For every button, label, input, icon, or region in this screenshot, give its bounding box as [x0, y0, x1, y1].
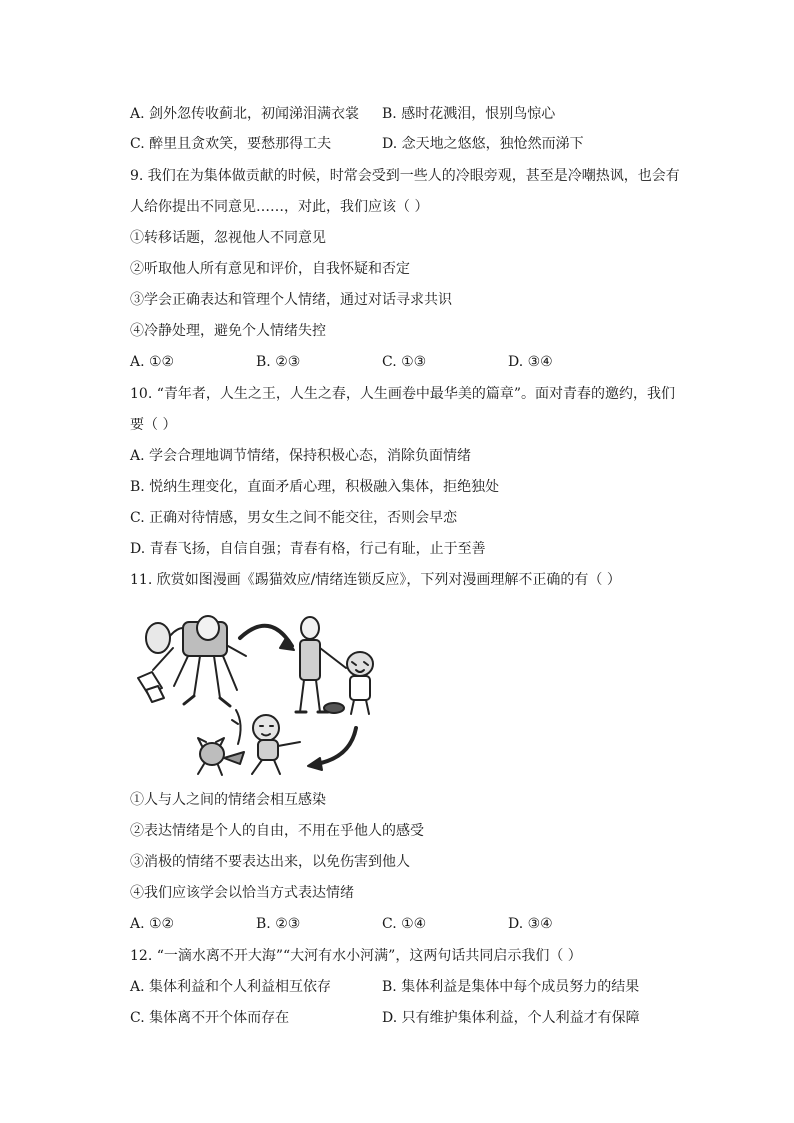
q10-stem-line-2: 要（ ） [130, 417, 177, 433]
cartoon-child-figure-right [324, 652, 373, 714]
q12-option-d: D. 只有维护集体利益，个人利益才有保障 [382, 1010, 640, 1026]
kick-the-cat-cartoon [128, 608, 393, 780]
cartoon-arrow-2 [316, 728, 356, 764]
q12-stem: 12. “一滴水离不开大海”“大河有水小河满”，这两句话共同启示我们（ ） [130, 948, 582, 964]
q9-option-c: C. ①③ [382, 354, 427, 370]
q8-option-b: B. 感时花溅泪，恨别鸟惊心 [382, 106, 556, 122]
q10-option-d: D. 青春飞扬，自信自强；青春有格，行己有耻，止于至善 [130, 541, 486, 557]
q10-option-c: C. 正确对待情感，男女生之间不能交往，否则会早恋 [130, 510, 458, 526]
q12-option-c: C. 集体离不开个体而存在 [130, 1010, 290, 1026]
q11-option-a: A. ①② [130, 916, 175, 932]
q9-item-1: ①转移话题，忽视他人不同意见 [130, 230, 326, 246]
q11-option-d: D. ③④ [508, 916, 553, 932]
q11-option-c: C. ①④ [382, 916, 427, 932]
q9-stem-line-1: 9. 我们在为集体做贡献的时候，时常会受到一些人的冷眼旁观，甚至是冷嘲热讽，也会有 [130, 168, 680, 184]
q9-item-4: ④冷静处理，避免个人情绪失控 [130, 323, 326, 339]
q9-stem-line-2: 人给你提出不同意见……，对此，我们应该（ ） [130, 199, 429, 215]
q9-option-a: A. ①② [130, 354, 175, 370]
q9-item-2: ②听取他人所有意见和评价，自我怀疑和否定 [130, 261, 410, 277]
q8-option-a: A. 剑外忽传收蓟北，初闻涕泪满衣裳 [130, 106, 360, 122]
cartoon-cat-figure [198, 710, 244, 775]
cartoon-boss-figure [138, 616, 246, 706]
q11-item-2: ②表达情绪是个人的自由，不用在乎他人的感受 [130, 823, 424, 839]
cartoon-father-figure [296, 617, 346, 712]
q9-option-b: B. ②③ [256, 354, 301, 370]
q10-option-b: B. 悦纳生理变化，直面矛盾心理，积极融入集体，拒绝独处 [130, 479, 500, 495]
q8-option-d: D. 念天地之悠悠，独怆然而涕下 [382, 136, 584, 152]
q10-stem-line-1: 10. “青年者，人生之王，人生之春，人生画卷中最华美的篇章”。面对青春的邀约，我们 [130, 386, 676, 402]
q11-item-3: ③消极的情绪不要表达出来，以免伤害到他人 [130, 854, 410, 870]
q9-item-3: ③学会正确表达和管理个人情绪，通过对话寻求共识 [130, 292, 452, 308]
q12-option-a: A. 集体利益和个人利益相互依存 [130, 979, 332, 995]
q11-item-4: ④我们应该学会以恰当方式表达情绪 [130, 885, 354, 901]
q8-option-c: C. 醉里且贪欢笑，要愁那得工夫 [130, 136, 332, 152]
q11-item-1: ①人与人之间的情绪会相互感染 [130, 792, 326, 808]
q11-option-b: B. ②③ [256, 916, 301, 932]
cartoon-child-figure-bottom [252, 715, 300, 774]
q11-stem: 11. 欣赏如图漫画《踢猫效应/情绪连锁反应》，下列对漫画理解不正确的有（ ） [130, 572, 621, 588]
q10-option-a: A. 学会合理地调节情绪，保持积极心态，消除负面情绪 [130, 448, 472, 464]
q12-option-b: B. 集体利益是集体中每个成员努力的结果 [382, 979, 640, 995]
q9-option-d: D. ③④ [508, 354, 553, 370]
